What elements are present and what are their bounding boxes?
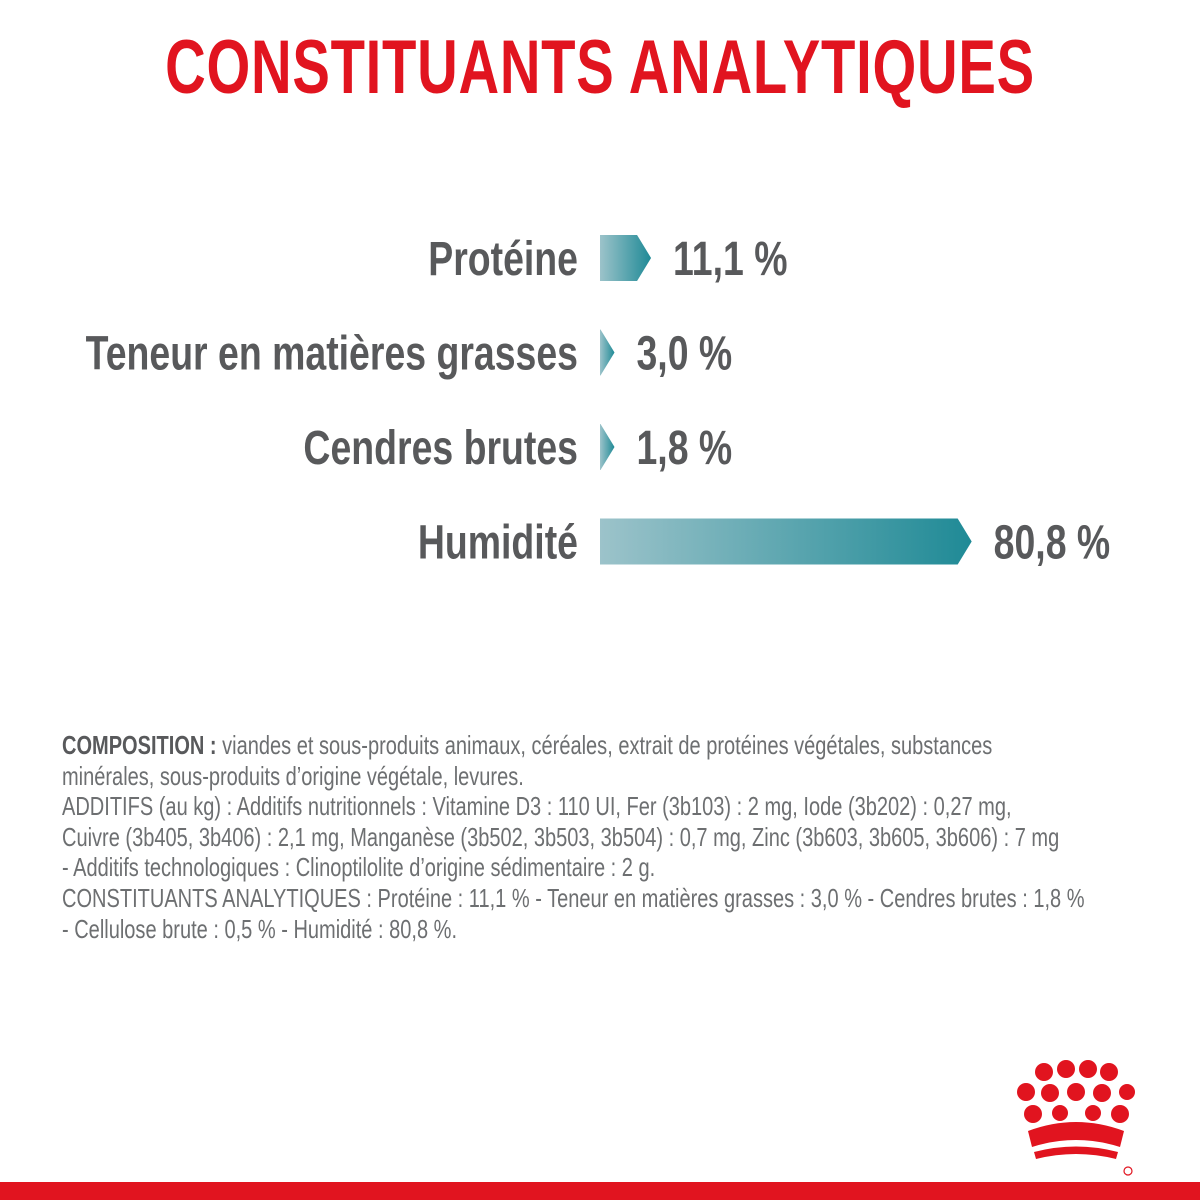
value-label-0: 11,1 % <box>673 232 788 287</box>
additives-line-1: ADDITIFS (au kg) : Additifs nutritionnels : Vitamine D3 : 110 UI, Fer (3b103) : 2 mg, Iode (3b202) : 0,27 mg, <box>62 791 1012 822</box>
composition-ingredients: viandes et sous-produits animaux, céréales, extrait de protéines végétales, substances <box>216 730 993 760</box>
composition-label: COMPOSITION : <box>62 730 217 760</box>
value-label-3: 80,8 % <box>993 516 1111 570</box>
composition-line-2: minérales, sous-produits d’origine végétale, levures. <box>62 760 524 791</box>
bar-0 <box>600 235 651 281</box>
chart-title: CONSTITUANTS ANALYTIQUES <box>165 25 1035 110</box>
composition-line-1 <box>62 730 1155 761</box>
bar-1 <box>600 330 615 376</box>
bottom-brand-bar <box>0 1182 1200 1200</box>
value-label-1: 3,0 % <box>636 327 733 381</box>
bar-3 <box>600 519 972 565</box>
category-label-0: Protéine <box>428 232 578 287</box>
bar-2 <box>600 424 615 470</box>
category-label-3: Humidité <box>417 516 578 570</box>
value-label-2: 1,8 % <box>636 421 733 476</box>
additives-line-3: - Additifs technologiques : Clinoptilolite d’origine sédimentaire : 2 g. <box>62 852 656 883</box>
analytical-line-2: - Cellulose brute : 0,5 % - Humidité : 80,8 %. <box>62 913 458 944</box>
category-label-1: Teneur en matières grasses <box>85 327 578 381</box>
additives-line-2: Cuivre (3b405, 3b406) : 2,1 mg, Manganèse (3b502, 3b503, 3b504) : 0,7 mg, Zinc (3b603, 3b605, 3b606) : 7 mg <box>62 821 1060 852</box>
analytical-line-1: CONSTITUANTS ANALYTIQUES : Protéine : 11,1 % - Teneur en matières grasses : 3,0 % - Cendres brutes : 1,8 % <box>62 882 1085 913</box>
crown-icon <box>1010 1055 1135 1180</box>
category-label-2: Cendres brutes <box>303 421 578 476</box>
composition-text <box>62 730 1155 944</box>
